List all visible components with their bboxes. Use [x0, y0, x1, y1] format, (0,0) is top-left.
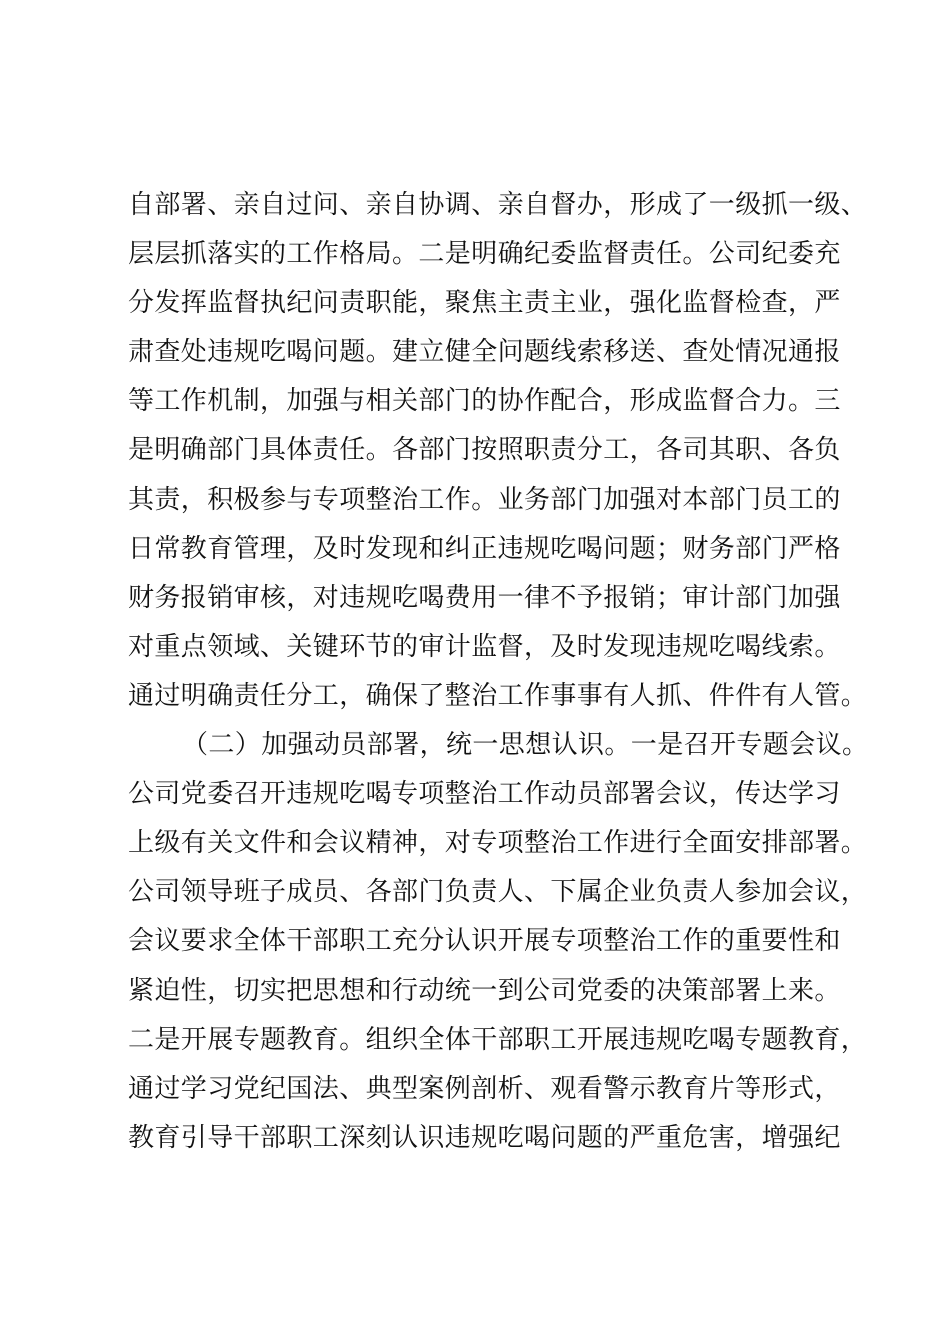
text-line: 通过明确责任分工，确保了整治工作事事有人抓、件件有人管。 [128, 680, 868, 711]
section-heading-line: （二）加强动员部署，统一思想认识。一是召开专题会议。 [182, 730, 869, 761]
text-line: 是明确部门具体责任。各部门按照职责分工，各司其职、各负 [128, 435, 841, 466]
text-line: 其责，积极参与专项整治工作。业务部门加强对本部门员工的 [128, 484, 841, 515]
text-line: 二是开展专题教育。组织全体干部职工开展违规吃喝专题教育， [128, 1024, 868, 1055]
text-line: 教育引导干部职工深刻认识违规吃喝问题的严重危害，增强纪 [128, 1122, 841, 1153]
text-line: 公司党委召开违规吃喝专项整治工作动员部署会议，传达学习 [128, 779, 841, 810]
document-body [128, 181, 868, 1163]
text-line: 公司领导班子成员、各部门负责人、下属企业负责人参加会议， [128, 877, 868, 908]
text-line: 对重点领域、关键环节的审计监督，及时发现违规吃喝线索。 [128, 631, 841, 662]
text-line: 自部署、亲自过问、亲自协调、亲自督办，形成了一级抓一级、 [128, 190, 868, 220]
text-line: 紧迫性，切实把思想和行动统一到公司党委的决策部署上来。 [128, 975, 841, 1006]
text-line: 肃查处违规吃喝问题。建立健全问题线索移送、查处情况通报 [128, 337, 841, 368]
text-line: 上级有关文件和会议精神，对专项整治工作进行全面安排部署。 [128, 828, 868, 859]
text-line: 会议要求全体干部职工充分认识开展专项整治工作的重要性和 [128, 926, 841, 957]
text-line: 等工作机制，加强与相关部门的协作配合，形成监督合力。三 [128, 386, 841, 417]
text-line: 通过学习党纪国法、典型案例剖析、观看警示教育片等形式， [128, 1073, 841, 1104]
text-line: 财务报销审核，对违规吃喝费用一律不予报销；审计部门加强 [128, 582, 841, 613]
text-line: 层层抓落实的工作格局。二是明确纪委监督责任。公司纪委充 [128, 239, 841, 270]
text-line: 分发挥监督执纪问责职能，聚焦主责主业，强化监督检查，严 [128, 288, 841, 319]
text-line: 日常教育管理，及时发现和纠正违规吃喝问题；财务部门严格 [128, 533, 841, 564]
